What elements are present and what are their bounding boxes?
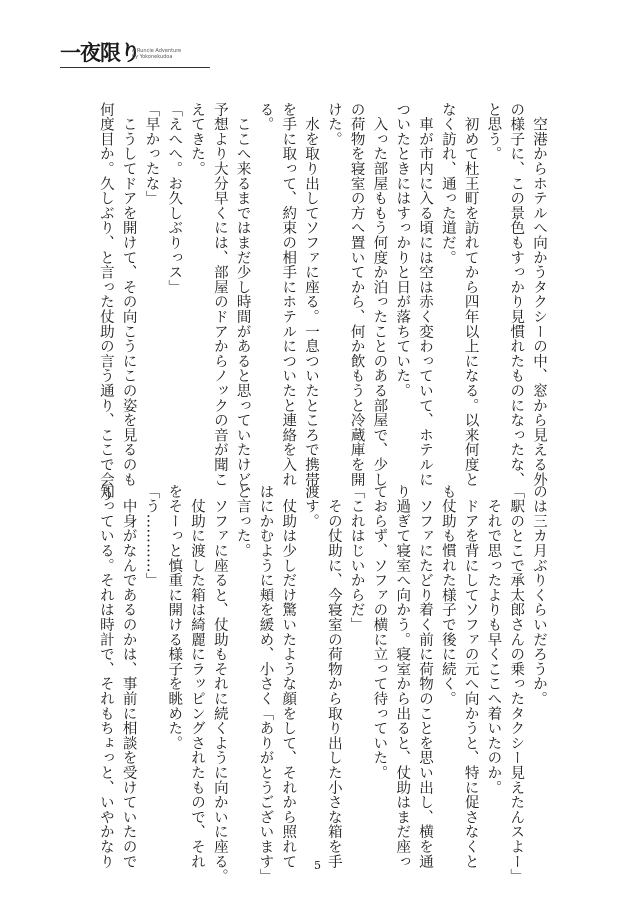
text-line: の様子に、この景色もすっかり見慣れたものになったな、 <box>508 102 525 487</box>
text-block-top <box>80 102 550 502</box>
text-line: ソファにたどり着く前に荷物のことを思い出し、横を通 <box>417 484 434 869</box>
text-line: のは三カ月ぶりくらいだろうか。 <box>531 484 547 706</box>
text-line: 「えへへ。お久しぶりっス」 <box>166 102 183 295</box>
text-line: を手に取って、約束の相手にホテルについたと連絡を入れ <box>280 102 297 487</box>
text-line: も仗助も慣れた様子で後に続く。 <box>439 484 456 706</box>
header-subtitle: A Runcie Adventure <box>132 48 182 54</box>
text-line: こうしてドアを開けて、その向こうにこの姿を見るのも <box>120 102 137 487</box>
text-line: と言った。 <box>234 484 251 558</box>
text-line: 初めて杜王町を訪れてから四年以上になる。以来何度と <box>462 102 479 487</box>
text-line: 「う…………」 <box>143 484 160 588</box>
text-line: 仗助は少しだけ驚いたような顔をして、それから照れて <box>280 484 297 869</box>
header-title: 一夜限り <box>60 40 140 65</box>
text-line: 仗助に渡した箱は綺麗にラッピングされたもので、それ <box>189 484 206 869</box>
header-byline: by Yokonekudoa <box>132 54 173 60</box>
text-line: 何度目か。久しぶり、と言った仗助の言う通り、ここで会う <box>97 102 114 502</box>
text-line: 入った部屋ももう何度か泊ったことのある部屋で、少し <box>371 102 388 487</box>
text-line: 「早かったな」 <box>143 102 160 206</box>
text-line: 車が市内に入る頃には空は赤く変わっていて、ホテルに <box>417 102 434 487</box>
text-block-bottom <box>80 484 550 884</box>
text-line: 「駅のとこで承太郎さんの乗ったタクシー見えたんスよー」 <box>508 484 525 884</box>
text-line: 予想より大分早くには、部屋のドアからノックの音が聞こ <box>211 102 228 487</box>
text-line: けた。 <box>325 102 342 147</box>
text-line: その仗助に、今寝室の荷物から取り出した小さな箱を手 <box>325 484 342 869</box>
text-line: る。 <box>257 102 274 132</box>
text-line: それで思ったよりも早くここへ着いたのか。 <box>485 484 502 795</box>
text-line: ておらず、ソファの横に立って待っていた。 <box>371 484 388 780</box>
text-line: と思う。 <box>485 102 502 162</box>
text-line: 「これはじいからだ」 <box>348 484 365 632</box>
text-line: をそーっと慎重に開ける様子を眺めた。 <box>166 484 183 751</box>
text-line: ここへ来るまではまだ少し時間があると思っていたけど、 <box>234 102 251 502</box>
text-line: 渡す。 <box>303 484 320 529</box>
text-line: はにかむように頬を緩め、小さく「ありがとうございます」 <box>257 484 274 884</box>
text-line: り過ぎて寝室へ向かう。寝室から出ると、仗助はまだ座っ <box>394 484 411 869</box>
header-rule <box>60 67 210 68</box>
text-line: ドアを背にしてソファの元へ向かうと、特に促さなくと <box>462 484 479 869</box>
text-line: 中身がなんであるのかは、事前に相談を受けていたので <box>120 484 137 869</box>
text-line: 知っている。それは時計で、それもちょっと、いやかなり <box>97 484 114 869</box>
text-line: えてきた。 <box>189 102 206 176</box>
page-number: 5 <box>314 859 321 872</box>
running-header <box>60 40 220 70</box>
text-line: ソファに座ると、仗助もそれに続くように向かいに座る。 <box>211 484 228 884</box>
text-line: ついたときにはすっかりと日が落ちていた。 <box>394 102 411 398</box>
text-line: 空港からホテルへ向かうタクシーの中、窓から見える外 <box>531 102 547 487</box>
text-line: なく訪れ、通った道だ。 <box>439 102 456 265</box>
text-line: の荷物を寝室の方へ置いてから、何か飲もうと冷蔵庫を開 <box>348 102 365 487</box>
text-line: 水を取り出してソファに座る。一息ついたところで携帯 <box>303 102 320 487</box>
